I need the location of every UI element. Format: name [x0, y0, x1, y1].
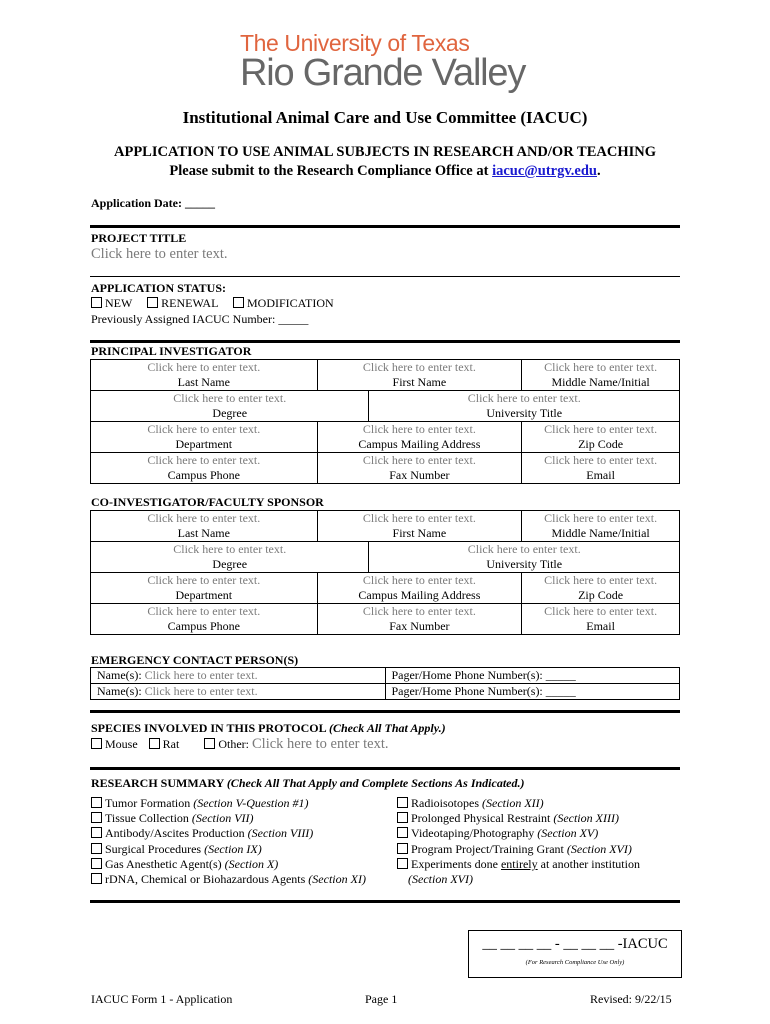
species-title	[91, 721, 446, 736]
divider	[90, 225, 680, 228]
research-hint: (Check All That Apply and Complete Sections As Indicated.)	[226, 776, 525, 790]
previous-iacuc-field[interactable]: _____	[278, 312, 309, 326]
pi-mailing-address-field[interactable]: Click here to enter text.	[362, 422, 476, 436]
pi-degree-cell[interactable]	[91, 391, 369, 422]
pi-mailing-address-cell[interactable]	[317, 422, 522, 453]
emergency-name-label: Name(s):	[97, 684, 142, 698]
divider	[90, 767, 680, 770]
coi-zip-label: Zip Code	[578, 588, 624, 602]
research-item[interactable]	[91, 842, 366, 857]
submit-prefix: Please submit to the Research Compliance Office at	[169, 163, 493, 179]
coi-first-name-field[interactable]: Click here to enter text.	[362, 511, 476, 525]
coi-mailing-address-label: Campus Mailing Address	[358, 588, 481, 602]
coi-university-title-label: University Title	[486, 557, 563, 571]
status-modification[interactable]	[233, 296, 334, 310]
coi-email-label: Email	[586, 619, 615, 633]
research-item-label: Experiments done	[411, 856, 501, 871]
checkbox-icon	[91, 738, 102, 749]
pi-first-name-cell[interactable]	[317, 360, 522, 391]
pi-university-title-cell[interactable]	[369, 391, 680, 422]
coi-phone-field[interactable]: Click here to enter text.	[147, 604, 261, 618]
form-subtitle: APPLICATION TO USE ANIMAL SUBJECTS IN RESEARCH AND/OR TEACHING	[114, 144, 656, 160]
checkbox-icon	[397, 797, 408, 808]
coi-department-cell[interactable]	[91, 573, 318, 604]
iacuc-number-note: (For Research Compliance Use Only)	[525, 959, 625, 966]
pi-degree-field[interactable]: Click here to enter text.	[173, 391, 287, 405]
research-item[interactable]	[91, 811, 366, 826]
research-right-column	[397, 796, 640, 887]
checkbox-icon	[91, 297, 102, 308]
species-hint: (Check All That Apply.)	[328, 721, 446, 735]
status-renewal[interactable]	[147, 296, 218, 310]
pi-middle-name-field[interactable]: Click here to enter text.	[544, 360, 658, 374]
pi-phone-field[interactable]: Click here to enter text.	[147, 453, 261, 467]
pi-table	[90, 359, 680, 484]
species-rat[interactable]	[149, 737, 180, 751]
checkbox-icon	[397, 843, 408, 854]
coi-mailing-address-cell[interactable]	[317, 573, 522, 604]
emergency-title: EMERGENCY CONTACT PERSON(S)	[91, 653, 299, 667]
iacuc-number: __ __ __ __ - __ __ __ -IACUC	[482, 936, 668, 952]
coi-middle-name-label: Middle Name/Initial	[551, 526, 650, 540]
research-item-underlined: entirely	[500, 856, 538, 871]
species-options	[91, 736, 389, 753]
checkbox-icon	[397, 858, 408, 869]
checkbox-icon	[91, 827, 102, 838]
coi-mailing-address-field[interactable]: Click here to enter text.	[362, 573, 476, 587]
coi-degree-field[interactable]: Click here to enter text.	[173, 542, 287, 556]
research-item-label: Tumor Formation	[105, 796, 194, 810]
research-item[interactable]	[397, 811, 640, 826]
pi-phone-label: Campus Phone	[167, 468, 240, 482]
research-item[interactable]	[91, 826, 366, 841]
divider	[90, 710, 680, 713]
species-title-text: SPECIES INVOLVED IN THIS PROTOCOL	[91, 721, 326, 735]
research-item-section-line	[397, 872, 640, 887]
emergency-pager-label: Pager/Home Phone Number(s):	[391, 668, 543, 682]
coi-fax-label: Fax Number	[389, 619, 450, 633]
pi-degree-label: Degree	[212, 406, 248, 420]
species-other[interactable]	[204, 737, 249, 751]
research-item[interactable]	[91, 796, 366, 811]
coi-degree-cell[interactable]	[91, 542, 369, 573]
species-mouse-label: Mouse	[105, 737, 138, 751]
emergency-pager-2[interactable]	[386, 684, 680, 700]
pi-department-label: Department	[175, 437, 233, 451]
coi-last-name-label: Last Name	[177, 526, 230, 540]
research-item-section: (Section XII)	[482, 796, 544, 810]
divider	[90, 900, 680, 903]
emergency-pager-field[interactable]: _____	[545, 684, 576, 698]
checkbox-icon	[91, 812, 102, 823]
coi-department-label: Department	[175, 588, 233, 602]
coi-title: CO-INVESTIGATOR/FACULTY SPONSOR	[91, 495, 324, 509]
coi-email-field[interactable]: Click here to enter text.	[544, 604, 658, 618]
pi-last-name-label: Last Name	[177, 375, 230, 389]
pi-department-cell[interactable]	[91, 422, 318, 453]
pi-mailing-address-label: Campus Mailing Address	[358, 437, 481, 451]
emergency-name-2[interactable]	[91, 684, 386, 700]
species-other-field[interactable]: Click here to enter text.	[252, 736, 389, 752]
checkbox-icon	[149, 738, 160, 749]
coi-fax-field[interactable]: Click here to enter text.	[362, 604, 476, 618]
pi-fax-field[interactable]: Click here to enter text.	[362, 453, 476, 467]
research-left-column	[91, 796, 366, 887]
project-title-field[interactable]: Click here to enter text.	[91, 246, 228, 262]
logo-line-2: Rio Grande Valley	[240, 52, 526, 94]
pi-phone-cell[interactable]	[91, 453, 318, 484]
coi-zip-cell[interactable]	[522, 573, 680, 604]
research-item-section: (Section X)	[224, 856, 279, 871]
research-item-label: Gas Anesthetic Agent(s)	[105, 856, 225, 871]
application-date-field[interactable]: _____	[185, 196, 215, 210]
research-item-label: Videotaping/Photography	[411, 826, 538, 841]
pi-zip-cell[interactable]	[522, 422, 680, 453]
research-item-section: (Section XI)	[308, 872, 366, 887]
checkbox-icon	[91, 873, 102, 884]
pi-fax-label: Fax Number	[389, 468, 450, 482]
coi-degree-label: Degree	[212, 557, 248, 571]
pi-middle-name-label: Middle Name/Initial	[551, 375, 650, 389]
checkbox-icon	[233, 297, 244, 308]
status-new[interactable]	[91, 296, 132, 310]
research-item[interactable]	[397, 826, 640, 841]
logo-line-1: The University of Texas	[240, 30, 470, 56]
research-item-section: (Section IX)	[204, 841, 262, 856]
research-item-section: (Section XIII)	[553, 811, 619, 826]
research-item[interactable]	[91, 857, 366, 872]
pi-zip-label: Zip Code	[578, 437, 624, 451]
checkbox-icon	[397, 812, 408, 823]
coi-last-name-field[interactable]: Click here to enter text.	[147, 511, 261, 525]
pi-email-field[interactable]: Click here to enter text.	[544, 453, 658, 467]
footer-revised: Revised: 9/22/15	[590, 992, 672, 1006]
checkbox-icon	[147, 297, 158, 308]
divider	[90, 340, 680, 343]
coi-email-cell[interactable]	[522, 604, 680, 635]
coi-first-name-cell[interactable]	[317, 511, 522, 542]
emergency-pager-label: Pager/Home Phone Number(s):	[391, 684, 543, 698]
research-title	[91, 776, 524, 791]
coi-phone-cell[interactable]	[91, 604, 318, 635]
submit-email-link[interactable]: iacuc@utrgv.edu	[492, 163, 597, 179]
coi-phone-label: Campus Phone	[167, 619, 240, 633]
project-title-label: PROJECT TITLE	[91, 231, 187, 245]
application-status-label: APPLICATION STATUS:	[91, 281, 227, 295]
pi-fax-cell[interactable]	[317, 453, 522, 484]
research-item-section: (Section XVI)	[566, 841, 632, 856]
research-title-text: RESEARCH SUMMARY	[91, 776, 224, 790]
pi-email-label: Email	[586, 468, 615, 482]
form-title: Institutional Animal Care and Use Committee (IACUC)	[182, 108, 588, 127]
submit-instructions	[0, 163, 770, 180]
emergency-name-label: Name(s):	[97, 668, 142, 682]
footer-form-name: IACUC Form 1 - Application	[91, 992, 233, 1006]
application-date	[91, 196, 215, 211]
pi-title: PRINCIPAL INVESTIGATOR	[91, 344, 252, 358]
pi-last-name-cell[interactable]	[91, 360, 318, 391]
research-item-section: (Section XV)	[537, 826, 599, 841]
status-renewal-label: RENEWAL	[161, 296, 218, 310]
application-date-label: Application Date:	[91, 196, 182, 210]
research-item-label: Radioisotopes	[411, 796, 482, 810]
pi-zip-field[interactable]: Click here to enter text.	[544, 422, 658, 436]
emergency-name-field[interactable]: Click here to enter text.	[144, 684, 258, 698]
checkbox-icon	[91, 858, 102, 869]
research-item[interactable]	[397, 857, 640, 872]
research-item-section: (Section XVI)	[408, 872, 473, 887]
submit-suffix: .	[597, 163, 601, 179]
footer-page-number: Page 1	[365, 992, 398, 1006]
species-other-label: Other:	[218, 737, 249, 751]
species-rat-label: Rat	[162, 737, 180, 751]
iacuc-number-box	[468, 930, 682, 978]
research-item-section: (Section V-Question #1)	[193, 796, 309, 810]
research-item-label: Tissue Collection	[105, 811, 192, 826]
research-item-label: Program Project/Training Grant	[411, 841, 567, 856]
research-item-section: (Section VII)	[191, 811, 254, 826]
coi-fax-cell[interactable]	[317, 604, 522, 635]
research-item-label: rDNA, Chemical or Biohazardous Agents	[105, 872, 309, 887]
coi-table	[90, 510, 680, 635]
previous-iacuc-number	[91, 312, 308, 327]
pi-email-cell[interactable]	[522, 453, 680, 484]
species-mouse[interactable]	[91, 737, 138, 751]
emergency-table	[90, 667, 680, 700]
research-item[interactable]	[397, 796, 640, 811]
pi-last-name-field[interactable]: Click here to enter text.	[147, 360, 261, 374]
coi-department-field[interactable]: Click here to enter text.	[147, 573, 261, 587]
coi-last-name-cell[interactable]	[91, 511, 318, 542]
research-item[interactable]	[91, 872, 366, 887]
coi-university-title-field[interactable]: Click here to enter text.	[467, 542, 581, 556]
checkbox-icon	[204, 738, 215, 749]
status-options	[91, 296, 334, 311]
research-item-label: Antibody/Ascites Production	[105, 826, 248, 841]
emergency-pager-1[interactable]	[386, 668, 680, 684]
checkbox-icon	[397, 827, 408, 838]
pi-middle-name-cell[interactable]	[522, 360, 680, 391]
research-item-label: Surgical Procedures	[105, 841, 205, 856]
checkbox-icon	[91, 843, 102, 854]
coi-university-title-cell[interactable]	[369, 542, 680, 573]
emergency-name-1[interactable]	[91, 668, 386, 684]
pi-first-name-field[interactable]: Click here to enter text.	[362, 360, 476, 374]
emergency-pager-field[interactable]: _____	[545, 668, 576, 682]
emergency-name-field[interactable]: Click here to enter text.	[144, 668, 258, 682]
research-item-section: (Section VIII)	[247, 826, 314, 841]
coi-zip-field[interactable]: Click here to enter text.	[544, 573, 658, 587]
pi-university-title-label: University Title	[486, 406, 563, 420]
previous-iacuc-label: Previously Assigned IACUC Number:	[91, 312, 276, 326]
coi-middle-name-field[interactable]: Click here to enter text.	[544, 511, 658, 525]
pi-university-title-field[interactable]: Click here to enter text.	[467, 391, 581, 405]
divider	[90, 276, 680, 277]
pi-first-name-label: First Name	[392, 375, 447, 389]
status-new-label: NEW	[105, 296, 133, 310]
checkbox-icon	[91, 797, 102, 808]
research-item-label-end: at another institution	[537, 856, 640, 871]
status-modification-label: MODIFICATION	[247, 296, 334, 310]
research-item-label: Prolonged Physical Restraint	[411, 811, 554, 826]
research-item[interactable]	[397, 842, 640, 857]
pi-department-field[interactable]: Click here to enter text.	[147, 422, 261, 436]
coi-first-name-label: First Name	[392, 526, 447, 540]
coi-middle-name-cell[interactable]	[522, 511, 680, 542]
